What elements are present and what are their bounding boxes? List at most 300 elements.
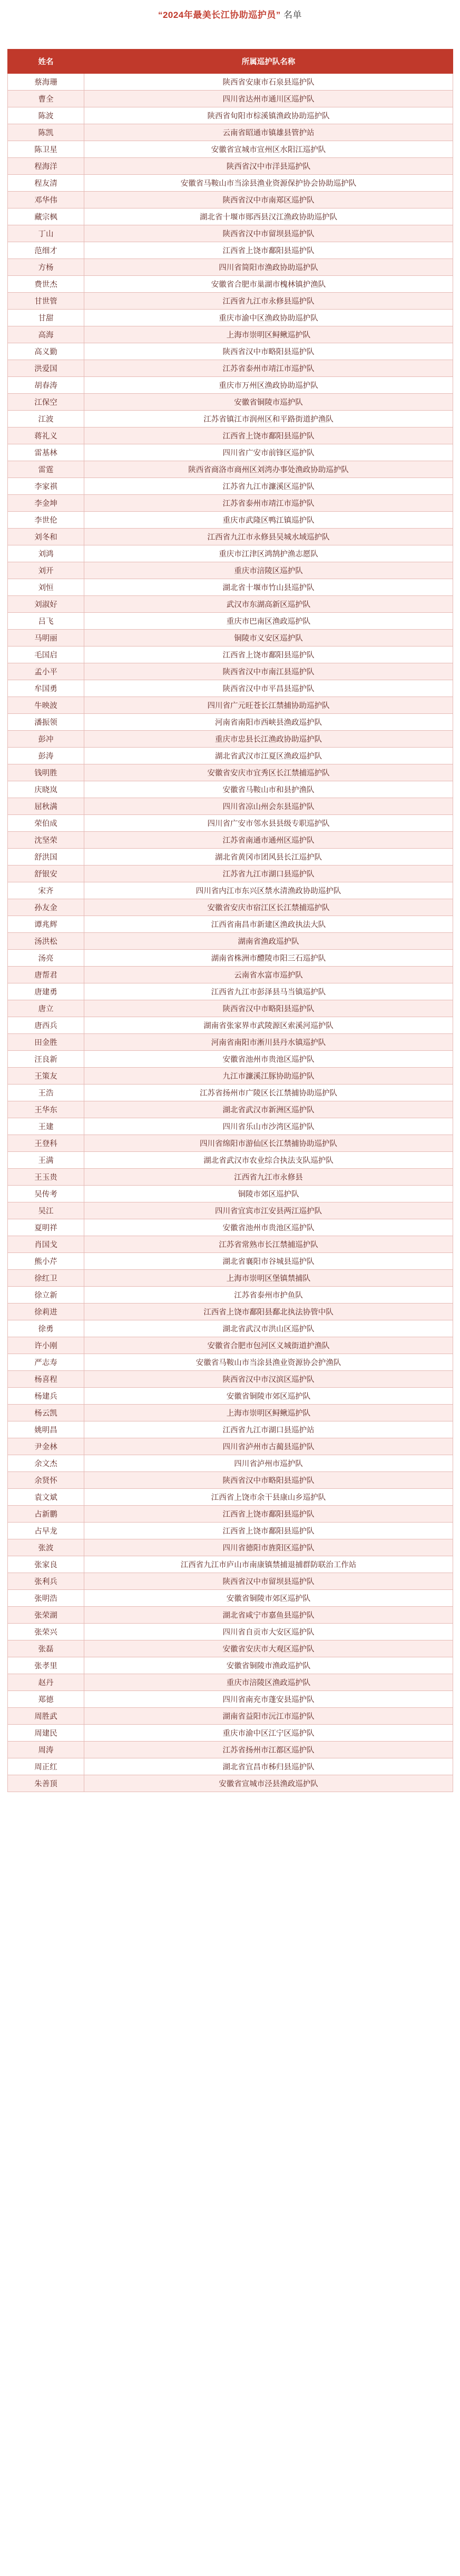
table-row bbox=[8, 950, 453, 967]
table-row bbox=[8, 1674, 453, 1691]
patroller-name: 江保空 bbox=[8, 394, 84, 411]
patroller-name: 沈坚荣 bbox=[8, 832, 84, 849]
patroller-name: 王浩 bbox=[8, 1085, 84, 1101]
table-row bbox=[8, 1405, 453, 1421]
table-row bbox=[8, 697, 453, 714]
table-row bbox=[8, 1371, 453, 1388]
patrol-team-name: 江西省九江市永修县 bbox=[84, 1169, 453, 1186]
patroller-name: 宋齐 bbox=[8, 882, 84, 899]
patrol-team-name: 安徽省铜陵市渔政巡护队 bbox=[84, 1657, 453, 1674]
patrol-team-name: 江西省上饶市鄱阳县巡护队 bbox=[84, 242, 453, 259]
patroller-name: 牛映波 bbox=[8, 697, 84, 714]
patroller-name: 陈波 bbox=[8, 107, 84, 124]
patroller-name: 李金坤 bbox=[8, 495, 84, 512]
patrol-team-name: 四川省南充市蓬安县巡护队 bbox=[84, 1691, 453, 1708]
patrol-team-name: 湖北省咸宁市嘉鱼县巡护队 bbox=[84, 1607, 453, 1624]
patroller-name: 庆晓岚 bbox=[8, 781, 84, 798]
table-row bbox=[8, 680, 453, 697]
patroller-name: 王建 bbox=[8, 1118, 84, 1135]
patrol-team-name: 江苏省南通市通州区巡护队 bbox=[84, 832, 453, 849]
patroller-name: 杨建兵 bbox=[8, 1388, 84, 1405]
patroller-name: 毛国启 bbox=[8, 647, 84, 663]
patroller-name: 徐红卫 bbox=[8, 1270, 84, 1287]
table-row bbox=[8, 1573, 453, 1590]
table-row bbox=[8, 1624, 453, 1640]
table-row bbox=[8, 242, 453, 259]
patroller-name: 余文杰 bbox=[8, 1455, 84, 1472]
patrol-team-name: 江苏省扬州市广陵区长江禁捕协助巡护队 bbox=[84, 1085, 453, 1101]
table-row bbox=[8, 849, 453, 866]
table-row bbox=[8, 1438, 453, 1455]
roster-body bbox=[8, 74, 453, 1792]
table-row bbox=[8, 1320, 453, 1337]
patroller-name: 舒银安 bbox=[8, 866, 84, 882]
table-row bbox=[8, 1539, 453, 1556]
patrol-team-name: 安徽省宣城市宣州区水阳江巡护队 bbox=[84, 141, 453, 158]
patroller-name: 余贤怀 bbox=[8, 1472, 84, 1489]
patroller-name: 王策友 bbox=[8, 1068, 84, 1085]
table-row bbox=[8, 613, 453, 630]
table-row bbox=[8, 545, 453, 562]
patrol-team-name: 四川省凉山州会东县巡护队 bbox=[84, 798, 453, 815]
table-row bbox=[8, 74, 453, 91]
table-row bbox=[8, 175, 453, 192]
patrol-team-name: 湖南省益阳市沅江市巡护队 bbox=[84, 1708, 453, 1725]
table-row bbox=[8, 91, 453, 107]
patroller-name: 马明丽 bbox=[8, 630, 84, 647]
patrol-team-name: 陕西省汉中市留坝县巡护队 bbox=[84, 225, 453, 242]
patrol-team-name: 安徽省池州市贵池区巡护队 bbox=[84, 1051, 453, 1068]
patroller-name: 钱明胜 bbox=[8, 764, 84, 781]
table-row bbox=[8, 444, 453, 461]
patrol-team-name: 湖北省武汉市洪山区巡护队 bbox=[84, 1320, 453, 1337]
patroller-name: 舒洪国 bbox=[8, 849, 84, 866]
patrol-team-name: 重庆市渝中区渔政协助巡护队 bbox=[84, 310, 453, 326]
table-row bbox=[8, 1101, 453, 1118]
patrol-team-name: 重庆市渝中区江宁区巡护队 bbox=[84, 1725, 453, 1742]
patrol-team-name: 安徽省安庆市宜秀区长江禁捕巡护队 bbox=[84, 764, 453, 781]
table-row bbox=[8, 1388, 453, 1405]
patroller-name: 王登科 bbox=[8, 1135, 84, 1152]
patroller-name: 夏明祥 bbox=[8, 1219, 84, 1236]
patroller-name: 范细才 bbox=[8, 242, 84, 259]
patroller-name: 彭涛 bbox=[8, 748, 84, 764]
patrol-team-name: 四川省内江市东兴区禁水清渔政协助巡护队 bbox=[84, 882, 453, 899]
table-row bbox=[8, 529, 453, 545]
patrol-team-name: 陕西省商洛市商州区刘湾办事处渔政协助巡护队 bbox=[84, 461, 453, 478]
table-row bbox=[8, 1472, 453, 1489]
table-row bbox=[8, 1523, 453, 1539]
patroller-name: 刘鸿 bbox=[8, 545, 84, 562]
patrol-team-name: 四川省广安市邻水县县级专职巡护队 bbox=[84, 815, 453, 832]
table-row bbox=[8, 107, 453, 124]
patroller-name: 周建民 bbox=[8, 1725, 84, 1742]
patrol-team-name: 湖南省张家界市武陵源区索溪河巡护队 bbox=[84, 1017, 453, 1034]
patrol-team-name: 陕西省汉中市略阳县巡护队 bbox=[84, 1000, 453, 1017]
patrol-team-name: 安徽省铜陵市郊区巡护队 bbox=[84, 1590, 453, 1607]
patrol-team-name: 江苏省泰州市靖江市巡护队 bbox=[84, 360, 453, 377]
patroller-name: 刘开 bbox=[8, 562, 84, 579]
table-row bbox=[8, 1607, 453, 1624]
page-title bbox=[158, 7, 302, 21]
patrol-team-name: 江西省上饶市鄱阳县巡护队 bbox=[84, 1506, 453, 1523]
patrol-team-name: 陕西省汉中市南江县巡护队 bbox=[84, 663, 453, 680]
patrol-team-name: 安徽省铜陵市巡护队 bbox=[84, 394, 453, 411]
patrol-team-name: 四川省宜宾市江安县两江巡护队 bbox=[84, 1202, 453, 1219]
table-row bbox=[8, 343, 453, 360]
patrol-team-name: 四川省达州市通川区巡护队 bbox=[84, 91, 453, 107]
table-row bbox=[8, 1253, 453, 1270]
patroller-name: 唐帮君 bbox=[8, 967, 84, 983]
patrol-team-name: 安徽省安庆市宿江区长江禁捕巡护队 bbox=[84, 899, 453, 916]
patroller-name: 曹全 bbox=[8, 91, 84, 107]
table-row bbox=[8, 1017, 453, 1034]
patroller-name: 胡春涛 bbox=[8, 377, 84, 394]
table-row bbox=[8, 377, 453, 394]
table-row bbox=[8, 394, 453, 411]
table-row bbox=[8, 983, 453, 1000]
title-highlight: “2024年最美长江协助巡护员” bbox=[158, 10, 281, 20]
patroller-name: 雷霆 bbox=[8, 461, 84, 478]
table-row bbox=[8, 495, 453, 512]
patrol-team-name: 重庆市涪陵区巡护队 bbox=[84, 562, 453, 579]
table-row bbox=[8, 158, 453, 175]
patrol-team-name: 安徽省合肥市巢湖市槐林镇护渔队 bbox=[84, 276, 453, 293]
patroller-name: 朱善顶 bbox=[8, 1775, 84, 1792]
patrol-team-name: 江西省上饶市鄱阳县巡护队 bbox=[84, 1523, 453, 1539]
patrol-team-name: 江苏省九江市濂溪区巡护队 bbox=[84, 478, 453, 495]
table-row bbox=[8, 882, 453, 899]
patroller-name: 严志寿 bbox=[8, 1354, 84, 1371]
patrol-team-name: 陕西省汉中市略阳县巡护队 bbox=[84, 1472, 453, 1489]
patrol-team-name: 四川省德阳市旌阳区巡护队 bbox=[84, 1539, 453, 1556]
patrol-team-name: 陕西省汉中市留坝县巡护队 bbox=[84, 1573, 453, 1590]
patroller-name: 张孝里 bbox=[8, 1657, 84, 1674]
patroller-name: 徐莉进 bbox=[8, 1304, 84, 1320]
patroller-name: 高海 bbox=[8, 326, 84, 343]
roster-table bbox=[7, 49, 453, 1792]
patroller-name: 雷基林 bbox=[8, 444, 84, 461]
patroller-name: 方杨 bbox=[8, 259, 84, 276]
patrol-team-name: 安徽省安庆市大观区巡护队 bbox=[84, 1640, 453, 1657]
table-row bbox=[8, 1506, 453, 1523]
table-row bbox=[8, 1640, 453, 1657]
table-row bbox=[8, 933, 453, 950]
table-row bbox=[8, 1742, 453, 1758]
patrol-team-name: 江苏省扬州市江都区巡护队 bbox=[84, 1742, 453, 1758]
patroller-name: 丁山 bbox=[8, 225, 84, 242]
patroller-name: 熊小芹 bbox=[8, 1253, 84, 1270]
patrol-team-name: 云南省昭通市镇雄县管护站 bbox=[84, 124, 453, 141]
table-row bbox=[8, 1068, 453, 1085]
patroller-name: 刘恒 bbox=[8, 579, 84, 596]
table-row bbox=[8, 1337, 453, 1354]
patrol-team-name: 陕西省汉中市汉滨区巡护队 bbox=[84, 1371, 453, 1388]
patrol-team-name: 河南省南阳市淅川县丹水镇巡护队 bbox=[84, 1034, 453, 1051]
patroller-name: 荣伯成 bbox=[8, 815, 84, 832]
patrol-team-name: 安徽省铜陵市郊区巡护队 bbox=[84, 1388, 453, 1405]
patroller-name: 吕飞 bbox=[8, 613, 84, 630]
table-row bbox=[8, 1354, 453, 1371]
patroller-name: 张利兵 bbox=[8, 1573, 84, 1590]
patroller-name: 彭冲 bbox=[8, 731, 84, 748]
patrol-team-name: 安徽省合肥市包河区义城街道护渔队 bbox=[84, 1337, 453, 1354]
patroller-name: 程海洋 bbox=[8, 158, 84, 175]
table-row bbox=[8, 832, 453, 849]
patroller-name: 张磊 bbox=[8, 1640, 84, 1657]
patrol-team-name: 九江市濂溪江豚协助巡护队 bbox=[84, 1068, 453, 1085]
patrol-team-name: 重庆市江津区鸿鹄护渔志愿队 bbox=[84, 545, 453, 562]
patrol-team-name: 江西省九江市庐山市南康镇禁捕退捕群防联治工作站 bbox=[84, 1556, 453, 1573]
patroller-name: 陈卫星 bbox=[8, 141, 84, 158]
patrol-team-name: 陕西省汉中市洋县巡护队 bbox=[84, 158, 453, 175]
patrol-team-name: 四川省泸州市古蔺县巡护队 bbox=[84, 1438, 453, 1455]
patrol-team-name: 江苏省泰州市护鱼队 bbox=[84, 1287, 453, 1304]
patroller-name: 汪良新 bbox=[8, 1051, 84, 1068]
patrol-team-name: 陕西省安康市石泉县巡护队 bbox=[84, 74, 453, 91]
patrol-team-name: 湖北省襄阳市谷城县巡护队 bbox=[84, 1253, 453, 1270]
patroller-name: 张明浩 bbox=[8, 1590, 84, 1607]
patroller-name: 李世伦 bbox=[8, 512, 84, 529]
patroller-name: 肖国戈 bbox=[8, 1236, 84, 1253]
patroller-name: 谭兆辉 bbox=[8, 916, 84, 933]
patrol-team-name: 江西省九江市湖口县巡护站 bbox=[84, 1421, 453, 1438]
patroller-name: 孟小平 bbox=[8, 663, 84, 680]
patrol-team-name: 湖北省十堰市竹山县巡护队 bbox=[84, 579, 453, 596]
patrol-team-name: 四川省广安市前锋区巡护队 bbox=[84, 444, 453, 461]
patroller-name: 吴传考 bbox=[8, 1186, 84, 1202]
patrol-team-name: 重庆市涪陵区渔政巡护队 bbox=[84, 1674, 453, 1691]
title-suffix: 名单 bbox=[283, 10, 302, 20]
patroller-name: 杨云凯 bbox=[8, 1405, 84, 1421]
title-bar bbox=[0, 0, 460, 32]
table-row bbox=[8, 1169, 453, 1186]
patroller-name: 田金胜 bbox=[8, 1034, 84, 1051]
patrol-team-name: 江西省上饶市鄱阳县巡护队 bbox=[84, 647, 453, 663]
table-row bbox=[8, 1775, 453, 1792]
table-row bbox=[8, 731, 453, 748]
table-row bbox=[8, 916, 453, 933]
patroller-name: 赵丹 bbox=[8, 1674, 84, 1691]
table-row bbox=[8, 208, 453, 225]
patrol-team-name: 江苏省常熟市长江禁捕巡护队 bbox=[84, 1236, 453, 1253]
table-row bbox=[8, 192, 453, 208]
patroller-name: 尹金林 bbox=[8, 1438, 84, 1455]
patroller-name: 李家祺 bbox=[8, 478, 84, 495]
patrol-team-name: 江西省上饶市鄱阳县鄱北执法协管中队 bbox=[84, 1304, 453, 1320]
table-row bbox=[8, 1051, 453, 1068]
patroller-name: 张波 bbox=[8, 1539, 84, 1556]
table-row bbox=[8, 1758, 453, 1775]
patrol-team-name: 四川省乐山市沙湾区巡护队 bbox=[84, 1118, 453, 1135]
patroller-name: 张荣兴 bbox=[8, 1624, 84, 1640]
patrol-team-name: 四川省自贡市大安区巡护队 bbox=[84, 1624, 453, 1640]
patrol-team-name: 湖南省株洲市醴陵市阳三石巡护队 bbox=[84, 950, 453, 967]
patroller-name: 潘振领 bbox=[8, 714, 84, 731]
patroller-name: 蒋礼义 bbox=[8, 427, 84, 444]
patroller-name: 许小刚 bbox=[8, 1337, 84, 1354]
patroller-name: 周正红 bbox=[8, 1758, 84, 1775]
patroller-name: 程友清 bbox=[8, 175, 84, 192]
patroller-name: 陈凯 bbox=[8, 124, 84, 141]
patroller-name: 牟国勇 bbox=[8, 680, 84, 697]
patrol-team-name: 湖北省黄冈市团风县长江巡护队 bbox=[84, 849, 453, 866]
patrol-team-name: 湖北省武汉市江夏区渔政巡护队 bbox=[84, 748, 453, 764]
table-row bbox=[8, 899, 453, 916]
patroller-name: 占早龙 bbox=[8, 1523, 84, 1539]
header-unit: 所属巡护队名称 bbox=[84, 49, 453, 74]
table-row bbox=[8, 293, 453, 310]
patroller-name: 藏宗枫 bbox=[8, 208, 84, 225]
patroller-name: 甘甜 bbox=[8, 310, 84, 326]
table-row bbox=[8, 1135, 453, 1152]
patroller-name: 费世杰 bbox=[8, 276, 84, 293]
table-row bbox=[8, 461, 453, 478]
table-row bbox=[8, 866, 453, 882]
table-row bbox=[8, 714, 453, 731]
patroller-name: 刘淑好 bbox=[8, 596, 84, 613]
patrol-team-name: 江西省南昌市新建区渔政执法大队 bbox=[84, 916, 453, 933]
patrol-team-name: 湖南省渔政巡护队 bbox=[84, 933, 453, 950]
table-row bbox=[8, 259, 453, 276]
patroller-name: 吴江 bbox=[8, 1202, 84, 1219]
patrol-team-name: 湖北省武汉市新洲区巡护队 bbox=[84, 1101, 453, 1118]
patroller-name: 蔡海珊 bbox=[8, 74, 84, 91]
patroller-name: 杨喜程 bbox=[8, 1371, 84, 1388]
table-row bbox=[8, 748, 453, 764]
table-row bbox=[8, 124, 453, 141]
table-row bbox=[8, 1708, 453, 1725]
patrol-team-name: 重庆市万州区渔政协助巡护队 bbox=[84, 377, 453, 394]
patroller-name: 徐立新 bbox=[8, 1287, 84, 1304]
table-row bbox=[8, 1202, 453, 1219]
table-row bbox=[8, 1489, 453, 1506]
patroller-name: 王玉贵 bbox=[8, 1169, 84, 1186]
patrol-team-name: 四川省泸州市巡护队 bbox=[84, 1455, 453, 1472]
table-row bbox=[8, 596, 453, 613]
patrol-team-name: 河南省南阳市西峡县渔政巡护队 bbox=[84, 714, 453, 731]
patrol-team-name: 江苏省泰州市靖江市巡护队 bbox=[84, 495, 453, 512]
patrol-team-name: 安徽省宣城市泾县渔政巡护队 bbox=[84, 1775, 453, 1792]
table-row bbox=[8, 141, 453, 158]
patroller-name: 王满 bbox=[8, 1152, 84, 1169]
patrol-team-name: 陕西省汉中市南郑区巡护队 bbox=[84, 192, 453, 208]
patroller-name: 唐西兵 bbox=[8, 1017, 84, 1034]
patrol-team-name: 上海市崇明区鲟鳅巡护队 bbox=[84, 1405, 453, 1421]
patrol-team-name: 湖北省宜昌市秭归县巡护队 bbox=[84, 1758, 453, 1775]
patrol-team-name: 江西省九江市永修县巡护队 bbox=[84, 293, 453, 310]
table-row bbox=[8, 1152, 453, 1169]
patroller-name: 王华东 bbox=[8, 1101, 84, 1118]
patroller-name: 高义勤 bbox=[8, 343, 84, 360]
table-row bbox=[8, 1085, 453, 1101]
table-row bbox=[8, 815, 453, 832]
patrol-team-name: 四川省简阳市渔政协助巡护队 bbox=[84, 259, 453, 276]
table-row bbox=[8, 579, 453, 596]
table-row bbox=[8, 1000, 453, 1017]
table-row bbox=[8, 1034, 453, 1051]
table-row bbox=[8, 1219, 453, 1236]
table-row bbox=[8, 1118, 453, 1135]
table-row bbox=[8, 798, 453, 815]
table-row bbox=[8, 1287, 453, 1304]
patroller-name: 周涛 bbox=[8, 1742, 84, 1758]
patroller-name: 汤洪松 bbox=[8, 933, 84, 950]
table-row bbox=[8, 1556, 453, 1573]
patroller-name: 屈秋满 bbox=[8, 798, 84, 815]
patroller-name: 邓华伟 bbox=[8, 192, 84, 208]
patrol-team-name: 陕西省汉中市略阳县巡护队 bbox=[84, 343, 453, 360]
table-header-row bbox=[8, 49, 453, 74]
patrol-team-name: 安徽省马鞍山市和县护渔队 bbox=[84, 781, 453, 798]
patrol-team-name: 武汉市东湖高新区巡护队 bbox=[84, 596, 453, 613]
patrol-team-name: 安徽省马鞍山市当涂县渔业资源保护协会协助巡护队 bbox=[84, 175, 453, 192]
table-row bbox=[8, 427, 453, 444]
patroller-name: 姚明昌 bbox=[8, 1421, 84, 1438]
patroller-name: 唐建勇 bbox=[8, 983, 84, 1000]
patrol-team-name: 上海市崇明区堡镇禁捕队 bbox=[84, 1270, 453, 1287]
table-row bbox=[8, 1590, 453, 1607]
patrol-team-name: 四川省绵阳市游仙区长江禁捕协助巡护队 bbox=[84, 1135, 453, 1152]
table-row bbox=[8, 764, 453, 781]
patrol-team-name: 上海市崇明区鲟鳅巡护队 bbox=[84, 326, 453, 343]
patrol-team-name: 四川省广元旺苍长江禁捕协助巡护队 bbox=[84, 697, 453, 714]
patroller-name: 张家良 bbox=[8, 1556, 84, 1573]
patrol-team-name: 湖北省十堰市郧西县汉江渔政协助巡护队 bbox=[84, 208, 453, 225]
patrol-team-name: 湖北省武汉市农业综合执法支队巡护队 bbox=[84, 1152, 453, 1169]
table-row bbox=[8, 225, 453, 242]
patrol-team-name: 安徽省池州市贵池区巡护队 bbox=[84, 1219, 453, 1236]
table-row bbox=[8, 562, 453, 579]
patroller-name: 占新鹏 bbox=[8, 1506, 84, 1523]
patroller-name: 甘世管 bbox=[8, 293, 84, 310]
patroller-name: 张荣湖 bbox=[8, 1607, 84, 1624]
patroller-name: 江波 bbox=[8, 411, 84, 427]
patroller-name: 周胜武 bbox=[8, 1708, 84, 1725]
patroller-name: 汤亮 bbox=[8, 950, 84, 967]
table-row bbox=[8, 1691, 453, 1708]
table-row bbox=[8, 1725, 453, 1742]
patrol-team-name: 江西省九江市彭泽县马当镇巡护队 bbox=[84, 983, 453, 1000]
table-row bbox=[8, 512, 453, 529]
table-row bbox=[8, 967, 453, 983]
table-row bbox=[8, 1657, 453, 1674]
patrol-team-name: 重庆市武隆区鸭江镇巡护队 bbox=[84, 512, 453, 529]
header-name: 姓名 bbox=[8, 49, 84, 74]
patroller-name: 郑德 bbox=[8, 1691, 84, 1708]
table-row bbox=[8, 1270, 453, 1287]
table-row bbox=[8, 478, 453, 495]
table-row bbox=[8, 630, 453, 647]
patrol-team-name: 江苏省九江市湖口县巡护队 bbox=[84, 866, 453, 882]
patrol-team-name: 陕西省汉中市平昌县巡护队 bbox=[84, 680, 453, 697]
patrol-team-name: 江西省上饶市余干县康山乡巡护队 bbox=[84, 1489, 453, 1506]
table-row bbox=[8, 411, 453, 427]
patrol-team-name: 铜陵市义安区巡护队 bbox=[84, 630, 453, 647]
table-row bbox=[8, 781, 453, 798]
patrol-team-name: 云南省水富市巡护队 bbox=[84, 967, 453, 983]
table-row bbox=[8, 310, 453, 326]
patrol-team-name: 安徽省马鞍山市当涂县渔业资源协会护渔队 bbox=[84, 1354, 453, 1371]
patrol-team-name: 重庆市巴南区渔政巡护队 bbox=[84, 613, 453, 630]
patroller-name: 唐立 bbox=[8, 1000, 84, 1017]
patroller-name: 刘冬和 bbox=[8, 529, 84, 545]
table-row bbox=[8, 647, 453, 663]
table-row bbox=[8, 360, 453, 377]
table-row bbox=[8, 1186, 453, 1202]
patrol-team-name: 陕西省旬阳市棕溪镇渔政协助巡护队 bbox=[84, 107, 453, 124]
table-row bbox=[8, 276, 453, 293]
